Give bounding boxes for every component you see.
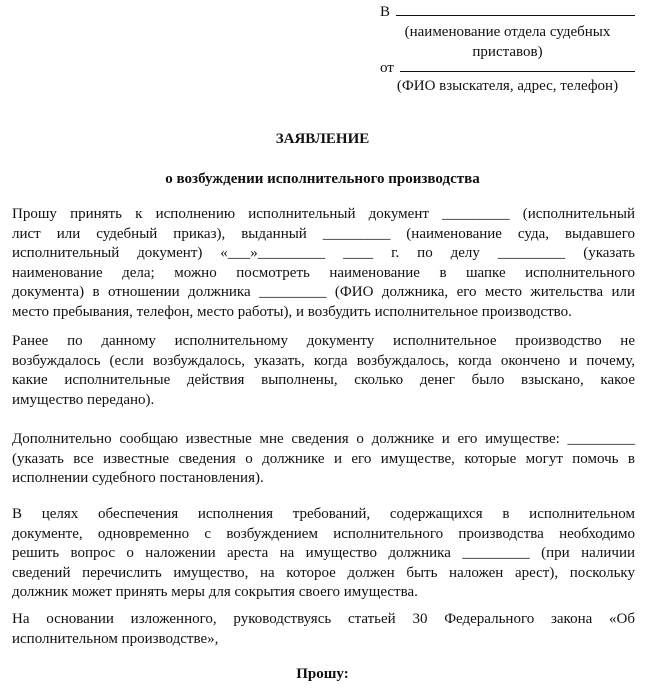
closing-request: Прошу: [296, 666, 349, 682]
paragraph-line: должник может принять меры для сокрытия своего имущества. [12, 584, 418, 601]
paragraph-line: место пребывания, телефон, место работы), и возбудить исполнительное производство. [12, 303, 572, 320]
sender-line [380, 58, 635, 77]
recipient-note-line: (наименование отдела судебных [404, 24, 611, 40]
paragraph-line: (указать все известные сведения о должнике и его имуществе, которые могут помочь в [12, 450, 635, 467]
paragraph-line: какие исполнительные действия выполнены, сколько денег было взыскано, какое [12, 372, 635, 389]
sender-blank [400, 58, 635, 72]
paragraph-request [12, 205, 635, 323]
sender-prefix: от [380, 60, 394, 76]
paragraph-line: документа) в отношении должника _________ (ФИО должника, его место жительства или [12, 284, 635, 301]
paragraph-line: сведений перечислить имущество, на которое должен быть наложен арест), поскольку [12, 564, 635, 581]
paragraph-line: наименование дела; можно посмотреть наименование в шапке исполнительного [12, 264, 635, 281]
paragraph-line: Прошу принять к исполнению исполнительный документ _________ (исполнительный [12, 206, 635, 222]
paragraph-line: исполнительный документ) «___»_________ ____ г. по делу _________ (указать [12, 245, 635, 262]
document-title: ЗАЯВЛЕНИЕ [275, 131, 370, 147]
document-subtitle: о возбуждении исполнительного производства [165, 171, 480, 187]
paragraph-line: имущество передано). [12, 391, 155, 408]
recipient-line [380, 2, 635, 21]
paragraph-line: решить вопрос о наложении ареста на имущество должника _________ (при наличии [12, 545, 635, 562]
paragraph-line: В целях обеспечения исполнения требований, содержащихся в исполнительном [12, 506, 635, 522]
paragraph-line: лист или судебный приказ), выданный _________ (наименование суда, выдавшего [12, 225, 635, 242]
recipient-blank [396, 2, 635, 16]
paragraph-line: возбуждалось (если возбуждалось, указать, когда возбуждалось, когда окончено и почему, [12, 352, 635, 369]
paragraph-line: документе, одновременно с возбуждением исполнительного производства необходимо [12, 525, 635, 542]
paragraph-arrest [12, 505, 635, 603]
sender-note: (ФИО взыскателя, адрес, телефон) [396, 78, 619, 94]
paragraph-legal-basis [12, 610, 635, 649]
paragraph-line: На основании изложенного, руководствуясь статьей 30 Федерального закона «Об [12, 611, 635, 627]
recipient-note [380, 22, 635, 62]
recipient-note-line: приставов) [472, 44, 543, 60]
paragraph-debtor-info [12, 430, 635, 489]
paragraph-line: Ранее по данному исполнительному документу исполнительное производство не [12, 333, 635, 349]
paragraph-previous-proceedings [12, 332, 635, 410]
paragraph-line: исполнении судебного постановления). [12, 470, 264, 487]
paragraph-line: Дополнительно сообщаю известные мне сведения о должнике и его имуществе: _________ [12, 431, 635, 447]
recipient-prefix: В [380, 4, 391, 20]
paragraph-line: исполнительном производстве», [12, 630, 219, 647]
